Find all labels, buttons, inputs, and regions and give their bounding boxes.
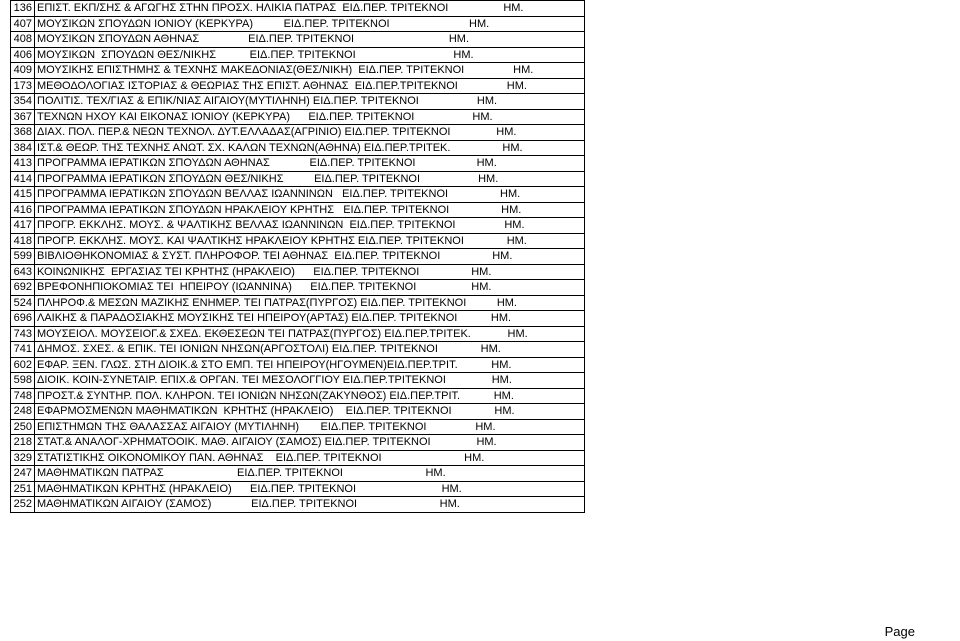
table-row <box>11 16 585 32</box>
program-code: 743 <box>11 326 35 342</box>
program-description-cell <box>35 171 585 187</box>
program-description-cell <box>35 218 585 234</box>
table-row <box>11 497 585 513</box>
table-row <box>11 481 585 497</box>
program-code: 406 <box>11 47 35 63</box>
program-description: ΜΕΘΟΔΟΛΟΓΙΑΣ ΙΣΤΟΡΙΑΣ & ΘΕΩΡΙΑΣ ΤΗΣ ΕΠΙΣΤ. ΑΘΗΝΑΣ ΕΙΔ.ΠΕΡ.ΤΡΙΤΕΚΝΟΙ ΗΜ. <box>37 79 527 92</box>
program-description: ΠΛΗΡΟΦ.& ΜΕΣΩΝ ΜΑΖΙΚΗΣ ΕΝΗΜΕΡ. ΤΕΙ ΠΑΤΡΑΣ(ΠΥΡΓΟΣ) ΕΙΔ.ΠΕΡ. ΤΡΙΤΕΚΝΟΙ ΗΜ. <box>37 296 517 309</box>
program-code: 413 <box>11 156 35 172</box>
table-row <box>11 388 585 404</box>
program-description: ΠΡΟΣΤ.& ΣΥΝΤΗΡ. ΠΟΛ. ΚΛΗΡΟΝ. ΤΕΙ ΙΟΝΙΩΝ ΝΗΣΩΝ(ΖΑΚΥΝΘΟΣ) ΕΙΔ.ΠΕΡ.ΤΡΙΤ. ΗΜ. <box>37 389 514 402</box>
table-row <box>11 404 585 420</box>
program-description: ΕΦΑΡΜΟΣΜΕΝΩΝ ΜΑΘΗΜΑΤΙΚΩΝ ΚΡΗΤΗΣ (ΗΡΑΚΛΕΙΟ) ΕΙΔ.ΠΕΡ. ΤΡΙΤΕΚΝΟΙ ΗΜ. <box>37 405 515 418</box>
program-description: ΜΟΥΣΙΚΩΝ ΣΠΟΥΔΩΝ ΘΕΣ/ΝΙΚΗΣ ΕΙΔ.ΠΕΡ. ΤΡΙΤΕΚΝΟΙ ΗΜ. <box>37 48 474 61</box>
table-row <box>11 357 585 373</box>
table-row <box>11 280 585 296</box>
program-code: 524 <box>11 295 35 311</box>
program-description: ΠΡΟΓΡ. ΕΚΚΛΗΣ. ΜΟΥΣ. ΚΑΙ ΨΑΛΤΙΚΗΣ ΗΡΑΚΛΕΙΟΥ ΚΡΗΤΗΣ ΕΙΔ.ΠΕΡ. ΤΡΙΤΕΚΝΟΙ ΗΜ. <box>37 234 527 247</box>
program-code: 409 <box>11 63 35 79</box>
program-code: 367 <box>11 109 35 125</box>
program-description-cell <box>35 202 585 218</box>
table-row <box>11 32 585 48</box>
program-description-cell <box>35 466 585 482</box>
program-code: 408 <box>11 32 35 48</box>
table-row <box>11 156 585 172</box>
program-description-cell <box>35 419 585 435</box>
table-row <box>11 311 585 327</box>
program-description: ΠΡΟΓΡ. ΕΚΚΛΗΣ. ΜΟΥΣ. & ΨΑΛΤΙΚΗΣ ΒΕΛΛΑΣ ΙΩΑΝΝΙΝΩΝ ΕΙΔ.ΠΕΡ. ΤΡΙΤΕΚΝΟΙ ΗΜ. <box>37 219 525 232</box>
program-code: 599 <box>11 249 35 265</box>
program-code: 643 <box>11 264 35 280</box>
program-description-cell <box>35 94 585 110</box>
program-description: ΕΠΙΣΤΗΜΩΝ ΤΗΣ ΘΑΛΑΣΣΑΣ ΑΙΓΑΙΟΥ (ΜΥΤΙΛΗΝΗ) ΕΙΔ.ΠΕΡ. ΤΡΙΤΕΚΝΟΙ ΗΜ. <box>37 420 496 433</box>
program-description-cell <box>35 497 585 513</box>
program-code: 247 <box>11 466 35 482</box>
program-code: 173 <box>11 78 35 94</box>
program-description: ΜΑΘΗΜΑΤΙΚΩΝ ΚΡΗΤΗΣ (ΗΡΑΚΛΕΙΟ) ΕΙΔ.ΠΕΡ. ΤΡΙΤΕΚΝΟΙ ΗΜ. <box>37 482 462 495</box>
table-row <box>11 171 585 187</box>
program-description-cell <box>35 264 585 280</box>
table-row <box>11 326 585 342</box>
program-description-cell <box>35 1 585 17</box>
program-description: ΣΤΑΤΙΣΤΙΚΗΣ ΟΙΚΟΝΟΜΙΚΟΥ ΠΑΝ. ΑΘΗΝΑΣ ΕΙΔ.ΠΕΡ. ΤΡΙΤΕΚΝΟΙ ΗΜ. <box>37 451 485 464</box>
program-description: ΛΑΙΚΗΣ & ΠΑΡΑΔΟΣΙΑΚΗΣ ΜΟΥΣΙΚΗΣ ΤΕΙ ΗΠΕΙΡΟΥ(ΑΡΤΑΣ) ΕΙΔ.ΠΕΡ. ΤΡΙΤΕΚΝΟΙ ΗΜ. <box>37 312 512 325</box>
program-description-cell <box>35 32 585 48</box>
program-description: ΜΟΥΣΙΚΩΝ ΣΠΟΥΔΩΝ ΙΟΝΙΟΥ (ΚΕΡΚΥΡΑ) ΕΙΔ.ΠΕΡ. ΤΡΙΤΕΚΝΟΙ ΗΜ. <box>37 17 490 30</box>
table-row <box>11 419 585 435</box>
program-code: 329 <box>11 450 35 466</box>
program-code: 692 <box>11 280 35 296</box>
program-code: 602 <box>11 357 35 373</box>
program-description-cell <box>35 388 585 404</box>
program-description-cell <box>35 295 585 311</box>
program-code: 748 <box>11 388 35 404</box>
table-row <box>11 1 585 17</box>
program-code: 418 <box>11 233 35 249</box>
program-code: 252 <box>11 497 35 513</box>
program-description: ΜΑΘΗΜΑΤΙΚΩΝ ΑΙΓΑΙΟΥ (ΣΑΜΟΣ) ΕΙΔ.ΠΕΡ. ΤΡΙΤΕΚΝΟΙ ΗΜ. <box>37 498 460 511</box>
program-description-cell <box>35 187 585 203</box>
program-table-body <box>11 1 585 513</box>
program-description: ΕΦΑΡ. ΞΕΝ. ΓΛΩΣ. ΣΤΗ ΔΙΟΙΚ.& ΣΤΟ ΕΜΠ. ΤΕΙ ΗΠΕΙΡΟΥ(ΗΓΟΥΜΕΝ)ΕΙΔ.ΠΕΡ.ΤΡΙΤ. ΗΜ. <box>37 358 512 371</box>
table-row <box>11 202 585 218</box>
table-row <box>11 78 585 94</box>
program-code: 696 <box>11 311 35 327</box>
program-description: ΕΠΙΣΤ. ΕΚΠ/ΣΗΣ & ΑΓΩΓΗΣ ΣΤΗΝ ΠΡΟΣΧ. ΗΛΙΚΙΑ ΠΑΤΡΑΣ ΕΙΔ.ΠΕΡ. ΤΡΙΤΕΚΝΟΙ ΗΜ. <box>37 2 524 15</box>
program-description-cell <box>35 373 585 389</box>
program-description-cell <box>35 249 585 265</box>
program-description-cell <box>35 280 585 296</box>
program-code: 414 <box>11 171 35 187</box>
program-code: 136 <box>11 1 35 17</box>
program-description: ΜΟΥΣΙΚΗΣ ΕΠΙΣΤΗΜΗΣ & ΤΕΧΝΗΣ ΜΑΚΕΔΟΝΙΑΣ(ΘΕΣ/ΝΙΚΗ) ΕΙΔ.ΠΕΡ. ΤΡΙΤΕΚΝΟΙ ΗΜ. <box>37 64 534 77</box>
table-row <box>11 187 585 203</box>
table-row <box>11 295 585 311</box>
program-code: 354 <box>11 94 35 110</box>
program-description: ΠΟΛΙΤΙΣ. ΤΕΧ/ΓΙΑΣ & ΕΠΙΚ/ΝΙΑΣ ΑΙΓΑΙΟΥ(ΜΥΤΙΛΗΝΗ) ΕΙΔ.ΠΕΡ. ΤΡΙΤΕΚΝΟΙ ΗΜ. <box>37 95 498 108</box>
program-code: 384 <box>11 140 35 156</box>
program-description: ΜΟΥΣΕΙΟΛ. ΜΟΥΣΕΙΟΓ.& ΣΧΕΔ. ΕΚΘΕΣΕΩΝ ΤΕΙ ΠΑΤΡΑΣ(ΠΥΡΓΟΣ) ΕΙΔ.ΠΕΡ.ΤΡΙΤΕΚ. ΗΜ. <box>37 327 528 340</box>
table-row <box>11 342 585 358</box>
program-code: 248 <box>11 404 35 420</box>
table-row <box>11 94 585 110</box>
program-description-cell <box>35 481 585 497</box>
program-code: 218 <box>11 435 35 451</box>
table-row <box>11 466 585 482</box>
table-row <box>11 218 585 234</box>
program-code: 415 <box>11 187 35 203</box>
program-description-cell <box>35 78 585 94</box>
program-description: ΠΡΟΓΡΑΜΜΑ ΙΕΡΑΤΙΚΩΝ ΣΠΟΥΔΩΝ ΑΘΗΝΑΣ ΕΙΔ.ΠΕΡ. ΤΡΙΤΕΚΝΟΙ ΗΜ. <box>37 157 497 170</box>
program-description: ΙΣΤ.& ΘΕΩΡ. ΤΗΣ ΤΕΧΝΗΣ ΑΝΩΤ. ΣΧ. ΚΑΛΩΝ ΤΕΧΝΩΝ(ΑΘΗΝΑ) ΕΙΔ.ΠΕΡ.ΤΡΙΤΕΚ. ΗΜ. <box>37 141 523 154</box>
table-row <box>11 125 585 141</box>
table-row <box>11 373 585 389</box>
program-description-cell <box>35 233 585 249</box>
page-label: Page <box>884 624 915 639</box>
program-description-cell <box>35 450 585 466</box>
program-description-cell <box>35 342 585 358</box>
program-description-cell <box>35 109 585 125</box>
program-description-cell <box>35 156 585 172</box>
table-row <box>11 109 585 125</box>
program-description-cell <box>35 140 585 156</box>
program-description: ΔΗΜΟΣ. ΣΧΕΣ. & ΕΠΙΚ. ΤΕΙ ΙΟΝΙΩΝ ΝΗΣΩΝ(ΑΡΓΟΣΤΟΛΙ) ΕΙΔ.ΠΕΡ. ΤΡΙΤΕΚΝΟΙ ΗΜ. <box>37 343 501 356</box>
program-code: 368 <box>11 125 35 141</box>
program-description-cell <box>35 63 585 79</box>
program-description: ΒΡΕΦΟΝΗΠΙΟΚΟΜΙΑΣ ΤΕΙ ΗΠΕΙΡΟΥ (ΙΩΑΝΝΙΝΑ) ΕΙΔ.ΠΕΡ. ΤΡΙΤΕΚΝΟΙ ΗΜ. <box>37 281 492 294</box>
table-row <box>11 63 585 79</box>
program-code: 741 <box>11 342 35 358</box>
table-row <box>11 47 585 63</box>
table-row <box>11 450 585 466</box>
program-description-cell <box>35 125 585 141</box>
program-description: ΠΡΟΓΡΑΜΜΑ ΙΕΡΑΤΙΚΩΝ ΣΠΟΥΔΩΝ ΒΕΛΛΑΣ ΙΩΑΝΝΙΝΩΝ ΕΙΔ.ΠΕΡ. ΤΡΙΤΕΚΝΟΙ ΗΜ. <box>37 188 521 201</box>
program-description-cell <box>35 435 585 451</box>
program-description: ΚΟΙΝΩΝΙΚΗΣ ΕΡΓΑΣΙΑΣ ΤΕΙ ΚΡΗΤΗΣ (ΗΡΑΚΛΕΙΟ) ΕΙΔ.ΠΕΡ. ΤΡΙΤΕΚΝΟΙ ΗΜ. <box>37 265 492 278</box>
program-code: 416 <box>11 202 35 218</box>
program-description: ΜΟΥΣΙΚΩΝ ΣΠΟΥΔΩΝ ΑΘΗΝΑΣ ΕΙΔ.ΠΕΡ. ΤΡΙΤΕΚΝΟΙ ΗΜ. <box>37 33 470 46</box>
table-row <box>11 435 585 451</box>
table-row <box>11 264 585 280</box>
table-row <box>11 140 585 156</box>
program-description: ΠΡΟΓΡΑΜΜΑ ΙΕΡΑΤΙΚΩΝ ΣΠΟΥΔΩΝ ΗΡΑΚΛΕΙΟΥ ΚΡΗΤΗΣ ΕΙΔ.ΠΕΡ. ΤΡΙΤΕΚΝΟΙ ΗΜ. <box>37 203 522 216</box>
program-code: 250 <box>11 419 35 435</box>
program-description-cell <box>35 47 585 63</box>
program-code: 598 <box>11 373 35 389</box>
program-code: 417 <box>11 218 35 234</box>
program-description-cell <box>35 311 585 327</box>
program-description-cell <box>35 16 585 32</box>
program-description-cell <box>35 357 585 373</box>
program-code: 251 <box>11 481 35 497</box>
program-description: ΔΙΟΙΚ. ΚΟΙΝ-ΣΥΝΕΤΑΙΡ. ΕΠΙΧ.& ΟΡΓΑΝ. ΤΕΙ ΜΕΣΟΛΟΓΓΙΟΥ ΕΙΔ.ΠΕΡ.ΤΡΙΤΕΚΝΟΙ ΗΜ. <box>37 374 512 387</box>
table-row <box>11 233 585 249</box>
program-table <box>10 0 585 513</box>
program-description: ΒΙΒΛΙΟΘΗΚΟΝΟΜΙΑΣ & ΣΥΣΤ. ΠΛΗΡΟΦΟΡ. ΤΕΙ ΑΘΗΝΑΣ ΕΙΔ.ΠΕΡ. ΤΡΙΤΕΚΝΟΙ ΗΜ. <box>37 250 513 263</box>
table-row <box>11 249 585 265</box>
program-description: ΔΙΑΧ. ΠΟΛ. ΠΕΡ.& ΝΕΩΝ ΤΕΧΝΟΛ. ΔΥΤ.ΕΛΛΑΔΑΣ(ΑΓΡΙΝΙΟ) ΕΙΔ.ΠΕΡ. ΤΡΙΤΕΚΝΟΙ ΗΜ. <box>37 126 517 139</box>
program-description-cell <box>35 404 585 420</box>
program-description: ΠΡΟΓΡΑΜΜΑ ΙΕΡΑΤΙΚΩΝ ΣΠΟΥΔΩΝ ΘΕΣ/ΝΙΚΗΣ ΕΙΔ.ΠΕΡ. ΤΡΙΤΕΚΝΟΙ ΗΜ. <box>37 172 499 185</box>
program-description: ΜΑΘΗΜΑΤΙΚΩΝ ΠΑΤΡΑΣ ΕΙΔ.ΠΕΡ. ΤΡΙΤΕΚΝΟΙ ΗΜ. <box>37 467 446 480</box>
program-description: ΤΕΧΝΩΝ ΗΧΟΥ ΚΑΙ ΕΙΚΟΝΑΣ ΙΟΝΙΟΥ (ΚΕΡΚΥΡΑ) ΕΙΔ.ΠΕΡ. ΤΡΙΤΕΚΝΟΙ ΗΜ. <box>37 110 493 123</box>
program-description: ΣΤΑΤ.& ΑΝΑΛΟΓ-ΧΡΗΜΑΤΟΟΙΚ. ΜΑΘ. ΑΙΓΑΙΟΥ (ΣΑΜΟΣ) ΕΙΔ.ΠΕΡ. ΤΡΙΤΕΚΝΟΙ ΗΜ. <box>37 436 497 449</box>
program-code: 407 <box>11 16 35 32</box>
program-description-cell <box>35 326 585 342</box>
